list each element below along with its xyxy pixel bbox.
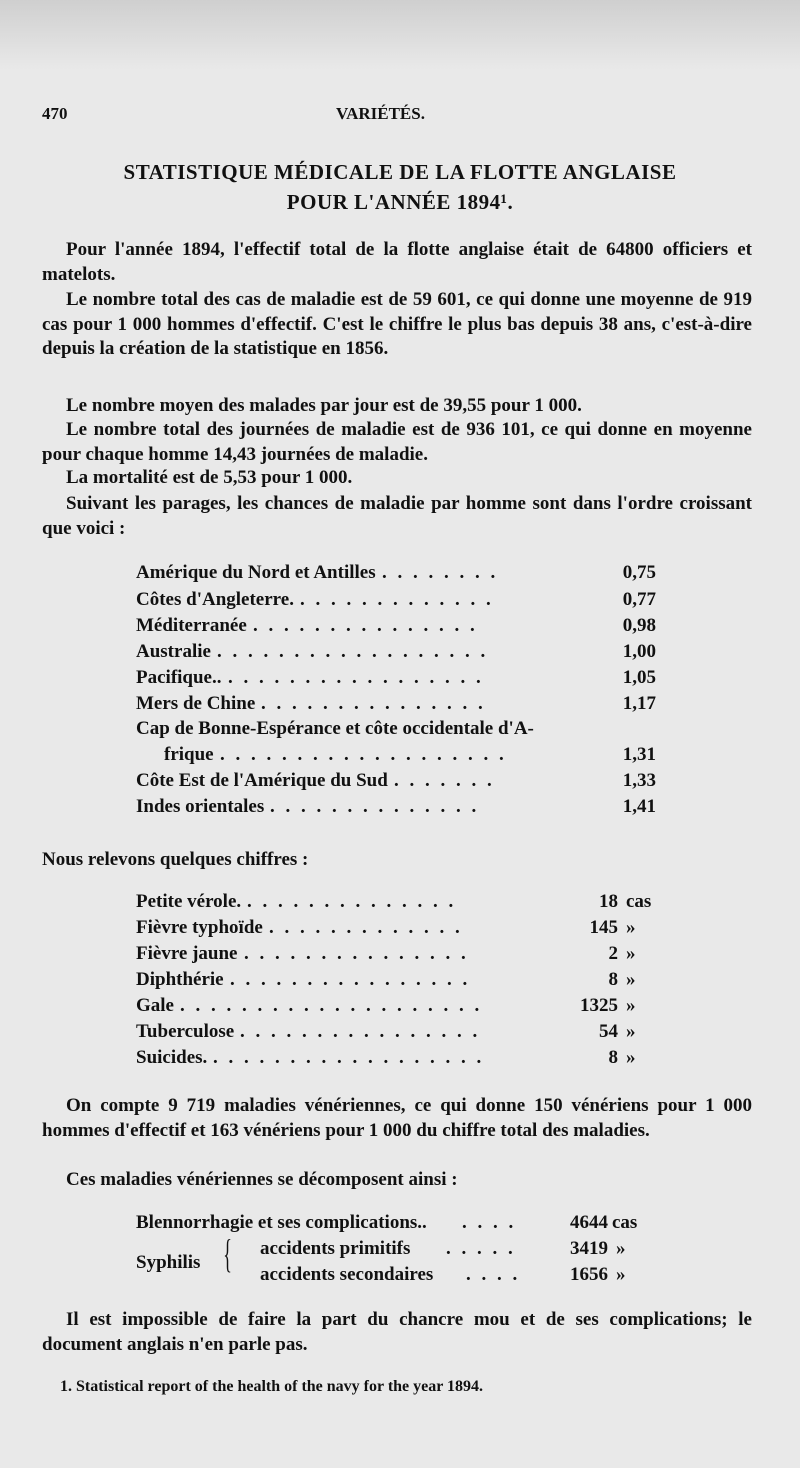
disease-value: 54 (599, 1021, 618, 1042)
page-number: 470 (42, 104, 68, 123)
venereal-label: accidents secondaires (260, 1264, 434, 1285)
region-label: Côte Est de l'Amérique du Sud (136, 770, 388, 791)
disease-row (136, 1047, 676, 1071)
disease-row (136, 943, 676, 967)
region-value: 1,33 (622, 770, 656, 791)
venereal-row-primitifs (260, 1238, 660, 1262)
disease-label: Fièvre typhoïde (136, 917, 263, 938)
disease-unit: » (626, 1047, 636, 1068)
region-value: 1,31 (622, 744, 656, 765)
leader-dots: . . . . . . . . . . . . . . . (253, 615, 478, 636)
leader-dots: . . . . . . . . . . . . . . . . . . . . (180, 995, 483, 1016)
disease-value: 8 (608, 1047, 618, 1068)
region-row (136, 718, 660, 742)
disease-row (136, 969, 676, 993)
region-label: Pacifique.. (136, 667, 222, 688)
disease-value: 145 (589, 917, 618, 938)
leader-dots: . . . . (462, 1212, 517, 1233)
disease-unit: » (626, 943, 636, 964)
paragraph-regions-intro: Suivant les parages, les chances de maladie par homme sont dans l'ordre croissant que voici : (42, 493, 752, 539)
region-row (136, 770, 660, 794)
paragraph-effectif: Pour l'année 1894, l'effectif total de la flotte anglaise était de 64800 officiers et matelots. (42, 239, 752, 285)
region-label: Côtes d'Angleterre. (136, 589, 294, 610)
venereal-row-blennorrhagie (136, 1212, 656, 1236)
region-label: Amérique du Nord et Antilles (136, 562, 376, 583)
region-row (136, 589, 660, 613)
venereal-row-secondaires (260, 1264, 660, 1288)
region-row (136, 641, 660, 665)
region-row (136, 667, 660, 691)
disease-unit: cas (626, 891, 652, 912)
running-head: VARIÉTÉS. (336, 104, 425, 123)
syphilis-brace: { (223, 1231, 232, 1276)
disease-label: Tuberculose (136, 1021, 235, 1042)
disease-label: Fièvre jaune (136, 943, 238, 964)
region-label: Australie (136, 641, 211, 662)
paragraph-mortality: La mortalité est de 5,53 pour 1 000. (66, 467, 353, 488)
disease-label: Gale (136, 995, 174, 1016)
paragraph-closing: Il est impossible de faire la part du chancre mou et de ses complications; le document anglais n'en parle pas. (42, 1309, 752, 1355)
paragraph-daily-average: Le nombre moyen des malades par jour est de 39,55 pour 1 000. (66, 395, 582, 416)
paragraph-total-cases: Le nombre total des cas de maladie est de 59 601, ce qui donne une moyenne de 919 cas pour 1 000 hommes d'effectif. C'est le chiffre le plus bas depuis 38 ans, c'est-à-dire depuis la création de la statistique en 1856. (42, 289, 752, 359)
venereal-unit: cas (612, 1212, 638, 1233)
region-value: 0,75 (622, 562, 656, 583)
leader-dots: . . . . . . . (394, 770, 495, 791)
leader-dots: . . . . (466, 1264, 521, 1285)
region-row (136, 562, 660, 586)
article-title-line-1: STATISTIQUE MÉDICALE DE LA FLOTTE ANGLAISE (123, 160, 677, 184)
region-value: 1,05 (622, 667, 656, 688)
region-label: frique (164, 744, 214, 765)
disease-value: 1325 (580, 995, 618, 1016)
leader-dots: . . . . . (446, 1238, 516, 1259)
venereal-value: 4644 (570, 1212, 608, 1233)
leader-dots: . . . . . . . . . . . . . . . . . . (213, 1047, 485, 1068)
leader-dots: . . . . . . . . . . . . . . . . . (228, 667, 484, 688)
leader-dots: . . . . . . . . (382, 562, 499, 583)
paragraph-figures-intro: Nous relevons quelques chiffres : (42, 849, 309, 870)
region-value: 0,77 (622, 589, 656, 610)
leader-dots: . . . . . . . . . . . . . . . (261, 693, 486, 714)
region-value: 0,98 (622, 615, 656, 636)
leader-dots: . . . . . . . . . . . . . (300, 589, 494, 610)
region-row (164, 744, 660, 768)
region-label: Mers de Chine (136, 693, 256, 714)
disease-row (136, 995, 676, 1019)
disease-unit: » (626, 995, 636, 1016)
leader-dots: . . . . . . . . . . . . . . (247, 891, 457, 912)
region-label: Indes orientales (136, 796, 265, 817)
disease-unit: » (626, 917, 636, 938)
venereal-unit: » (616, 1264, 626, 1285)
venereal-value: 3419 (570, 1238, 608, 1259)
paragraph-venereal-breakdown: Ces maladies vénériennes se décomposent ainsi : (66, 1169, 458, 1190)
leader-dots: . . . . . . . . . . . . . . . . . . (217, 641, 489, 662)
disease-label: Diphthérie (136, 969, 224, 990)
leader-dots: . . . . . . . . . . . . . . (270, 796, 480, 817)
disease-label: Suicides. (136, 1047, 208, 1068)
venereal-label: accidents primitifs (260, 1238, 411, 1259)
venereal-unit: » (616, 1238, 626, 1259)
leader-dots: . . . . . . . . . . . . . . . (244, 943, 469, 964)
region-value: 1,17 (622, 693, 656, 714)
disease-label: Petite vérole. (136, 891, 242, 912)
syphilis-label: Syphilis (136, 1252, 201, 1273)
region-label: Méditerranée (136, 615, 247, 636)
region-row (136, 615, 660, 639)
footnote: 1. Statistical report of the health of the navy for the year 1894. (60, 1378, 484, 1395)
region-row (136, 796, 660, 820)
venereal-value: 1656 (570, 1264, 608, 1285)
disease-row (136, 891, 676, 915)
leader-dots: . . . . . . . . . . . . . . . . (230, 969, 471, 990)
region-row (136, 693, 660, 717)
paragraph-venereal-count: On compte 9 719 maladies vénériennes, ce qui donne 150 vénériens pour 1 000 hommes d'effectif et 163 vénériens pour 1 000 du chiffre total des maladies. (42, 1095, 752, 1141)
disease-value: 2 (608, 943, 618, 964)
disease-unit: » (626, 1021, 636, 1042)
region-value: 1,41 (622, 796, 656, 817)
region-label: Cap de Bonne-Espérance et côte occidentale d'A- (136, 718, 534, 739)
venereal-label: Blennorrhagie et ses complications.. (136, 1212, 427, 1233)
leader-dots: . . . . . . . . . . . . . . . . (240, 1021, 481, 1042)
disease-value: 8 (608, 969, 618, 990)
disease-value: 18 (599, 891, 618, 912)
disease-row (136, 1021, 676, 1045)
leader-dots: . . . . . . . . . . . . . (269, 917, 463, 938)
leader-dots: . . . . . . . . . . . . . . . . . . . (220, 744, 507, 765)
disease-row (136, 917, 676, 941)
article-title-line-2: POUR L'ANNÉE 1894¹. (286, 190, 514, 214)
paragraph-sick-days: Le nombre total des journées de maladie est de 936 101, ce qui donne en moyenne pour chaque homme 14,43 journées de maladie. (42, 419, 752, 465)
scan-shadow (0, 0, 800, 70)
disease-unit: » (626, 969, 636, 990)
region-value: 1,00 (622, 641, 656, 662)
